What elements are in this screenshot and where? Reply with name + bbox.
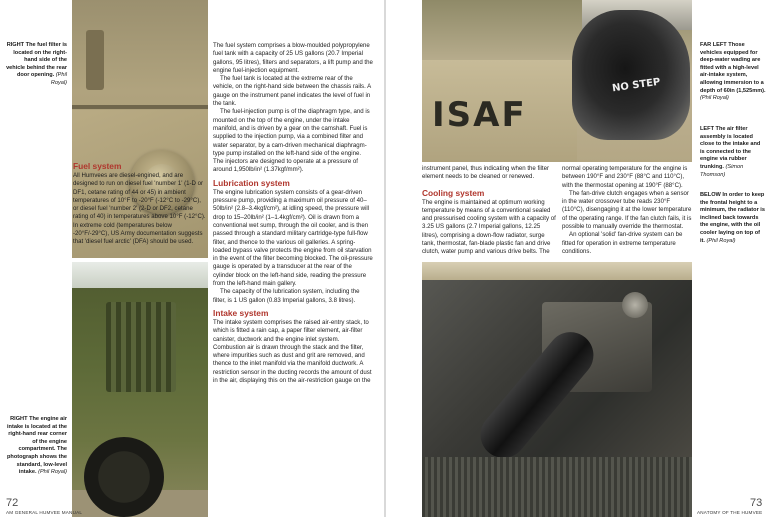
heading-fuel-system: Fuel system — [73, 161, 122, 171]
photo-credit: (Phil Royal) — [50, 72, 67, 86]
photo-credit: (Simon Thomson) — [700, 163, 744, 178]
caption-text: The engine air intake is located at the right-hand rear corner of the engine compartment. The photograph shows the standard, low-level intake. — [7, 416, 67, 476]
caption-label: LEFT — [700, 126, 714, 132]
paragraph: The intake system comprises the raised air-entry stack, to which is fitted a rain cap, a paper filter element, air-filter canister, ductwork and the engine inlet system. Combustion air is drawn through the stack and the filter, where impurities such as dust and grit are removed, and thence to the inlet manifold via the manifold ductwork. A restriction sensor in the ducting records the amount of dust in the air, displaying this on the air-restriction gauge on the — [213, 318, 372, 384]
paragraph: The fan-drive clutch engages when a sensor in the water crossover tube reads 230°F (110°C), disengaging it at the lower temperature of the operating range. If the fan clutch fails, it is possible to manually override the thermostat. — [562, 189, 692, 231]
paragraph: instrument panel, thus indicating when the filter element needs to be cleaned or renewed. — [422, 165, 550, 181]
caption-radiator — [700, 192, 766, 245]
paragraph: An optional 'solid' fan-drive system can be fitted for operation in extreme temperature conditions. — [562, 231, 683, 255]
page-number-left: 72 — [6, 497, 19, 509]
photo-engine-bay — [422, 262, 692, 517]
caption-text: Those vehicles equipped for deep-water wading are fitted with a high-level air-intake system, allowing immersion to a depth of 60in (1,525mm). — [700, 42, 766, 94]
column-main-text — [213, 42, 373, 385]
paragraph: normal operating temperature for the engine is between 190°F and 230°F (88°C and 110°C), with the thermostat opening at 190°F (88°C). — [562, 165, 688, 189]
running-head-right: ANATOMY OF THE HUMVEE — [697, 510, 763, 515]
caption-text: The fuel filter is located on the right-hand side of the vehicle behind the rear door opening. — [6, 42, 67, 79]
gutter — [384, 0, 386, 517]
photo-deep-water-intake — [422, 0, 692, 162]
caption-air-filter — [700, 126, 766, 179]
isaf-marking: ISAF — [432, 95, 527, 135]
caption-label: FAR LEFT — [700, 42, 727, 48]
caption-label: RIGHT — [10, 416, 28, 422]
caption-deep-water — [700, 42, 766, 103]
paragraph: The capacity of the lubrication system, including the filter, is 1 US gallon (0.83 Imperial gallons, 3.8 litres). — [213, 288, 360, 304]
photo-credit: (Phil Royal) — [700, 95, 729, 102]
page-number-right: 73 — [750, 497, 763, 509]
column-fuel-intro — [73, 161, 208, 247]
caption-fuel-filter — [6, 42, 67, 88]
heading-intake-system: Intake system — [213, 307, 269, 318]
column-cooling-cont — [562, 165, 692, 256]
photo-credit: (Phil Royal) — [706, 237, 736, 244]
caption-text: In order to keep the frontal height to a minimum, the radiator is inclined back towards the engine, with the oil cooler laying on top of it. — [700, 192, 765, 244]
caption-label: BELOW — [700, 192, 721, 198]
paragraph: The fuel-injection pump is of the diaphragm type, and is mounted on the top of the engine, under the intake manifold, and is driven by a gear on the camshaft. Fuel is supplied to the injection pump, via a combined filter and water separator, by a cam-driven mechanical diaphragm-type pump installed on the left-hand side of the engine. The injectors are designed to operate at a pressure of around 1,950lb/in² (1.37kgf/mm²). — [213, 108, 370, 174]
paragraph: All Humvees are diesel-engined, and are designed to run on diesel fuel 'number 1' (1-D or DF1, cetane rating of 44 or 45) in ambient temperatures of 10°F to -20°F (-12°C to -29°C), or diesel fuel 'number 2' (2-D or DF2, cetane rating of 40) in temperatures above 10°F (-12°C). In extreme cold (temperatures below -20°F/-29°C), US Army documentation suggests that 'diesel fuel arctic' (DFA) should be used. — [73, 172, 206, 246]
paragraph: The engine lubrication system consists of a gear-driven pressure pump, providing a maximum oil pressure of 40–50lb/in² (2.8–3.4kgf/cm²), at idling speed, the pressure will drop to 15–20lb/in² (1–1.4kgf/cm²). Oil is drawn from a conventional wet sump, through the oil cooler, and is then passed through a standard military cartridge-type full-flow filter, and thence to the various oil galleries. A spring-loaded bypass valve protects the engine from oil starvation in the event of the filter becoming blocked. The oil-pressure gauge is operated by a transducer at the rear of the cylinder block on the left-hand side, reading the pressure from the left-hand main gallery. — [213, 188, 373, 288]
running-head-left: AM GENERAL HUMVEE MANUAL — [6, 510, 83, 515]
paragraph: The fuel tank is located at the extreme rear of the vehicle, on the right-hand side between the chassis rails. A gauge on the instrument panel indicates the level of fuel in the tank. — [213, 75, 371, 108]
column-cooling-intro — [422, 165, 557, 257]
no-step-marking: NO STEP — [611, 76, 662, 95]
heading-lubrication-system: Lubrication system — [213, 177, 290, 188]
photo-credit: (Phil Royal) — [38, 469, 67, 476]
caption-text: The air filter assembly is located close to the intake and is connected to the engine via rubber trunking. — [700, 126, 761, 170]
photo-humvee-front — [72, 262, 208, 517]
paragraph: The fuel system comprises a blow-moulded polypropylene fuel tank with a capacity of 25 US gallons (20.7 Imperial gallons, 95 litres), filters and separators, a lift pump and the engine fuel-injection equipment. — [213, 42, 373, 74]
caption-label: RIGHT — [6, 42, 25, 48]
caption-air-intake — [6, 416, 67, 477]
paragraph: The engine is maintained at optimum working temperature by means of a conventional sealed and pressurised cooling system with a capacity of 3.25 US gallons (2.7 Imperial gallons, 12.25 litres), comprising a down-flow radiator, surge tank, thermostat, fan-blade plastic fan and drive clutch, water pump and various drive belts. The — [422, 198, 556, 256]
heading-cooling-system: Cooling system — [422, 187, 485, 198]
